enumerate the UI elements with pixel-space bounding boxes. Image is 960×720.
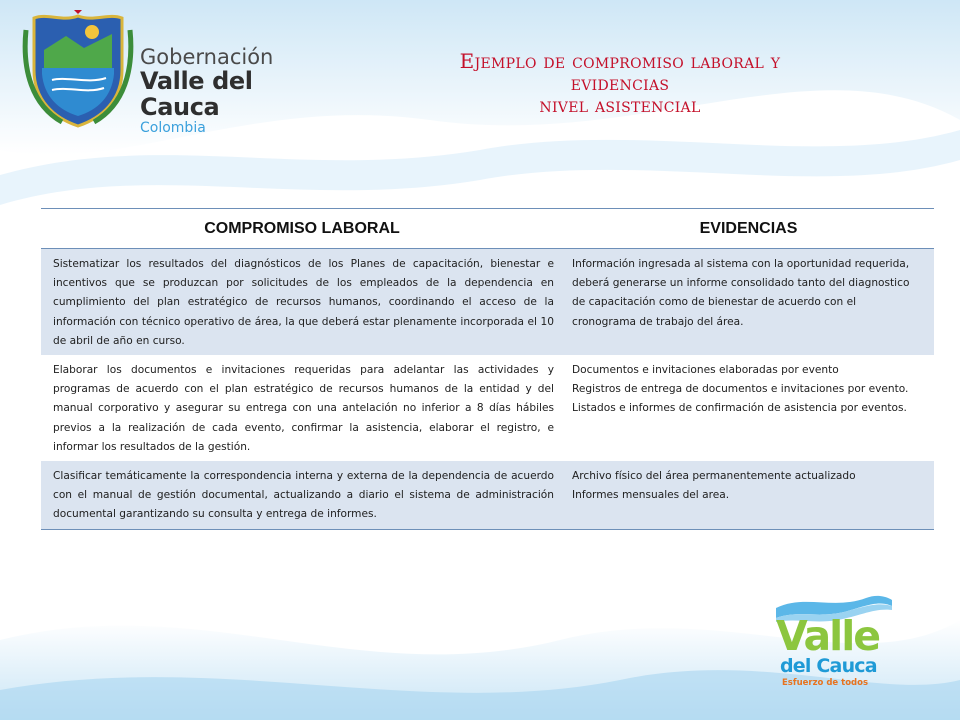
evidence-item: Listados e informes de confirmación de asistencia por eventos.	[572, 402, 907, 415]
evidence-item: Información ingresada al sistema con la oportunidad requerida, deberá generarse un informe consolidado tanto del diagnostico de capacitación como de bienestar de acuerdo con el cronograma de trabajo del área.	[572, 258, 910, 328]
logo-del-cauca-word: del Cauca	[780, 655, 877, 677]
title-line-1: Ejemplo de compromiso laboral y	[459, 49, 781, 73]
logo-slogan: Esfuerzo de todos	[782, 678, 869, 688]
table-row	[41, 461, 934, 529]
evidence-item: Archivo físico del área permanentemente actualizado	[572, 470, 856, 483]
table-row	[41, 249, 934, 356]
table-header-row	[41, 209, 934, 249]
title-line-3: nivel asistencial	[539, 93, 701, 117]
valle-del-cauca-logo	[768, 592, 898, 702]
evidence-item: Documentos e invitaciones elaboradas por evento	[572, 364, 839, 377]
compromiso-cell: Sistematizar los resultados del diagnósticos de los Planes de capacitación, bienestar e incentivos que se produzcan por solicitudes de los empleados de la dependencia en cumplimiento del plan estratégico de recursos humanos, coordinando el acceso de la información con técnico operativo de área, la que deberá estar plenamente incorporada el 10 de abril de año en curso.	[41, 249, 563, 356]
evidencias-cell	[563, 461, 934, 529]
header-compromiso: COMPROMISO LABORAL	[41, 209, 563, 249]
evidencias-cell	[563, 249, 934, 356]
title-line-2: evidencias	[570, 71, 670, 95]
commitments-table	[41, 208, 934, 530]
logo-gobernacion-text: Gobernación	[140, 45, 274, 69]
header-evidencias: EVIDENCIAS	[563, 209, 934, 249]
compromiso-cell: Elaborar los documentos e invitaciones requeridas para adelantar las actividades y programas de acuerdo con el plan estratégico de recursos humanos de la entidad y del manual corporativo y asegurar su entrega con una antelación no inferior a 8 días hábiles previos a la realización de cada evento, confirmar la asistencia, elaborar el registro, e informar los resultados de la gestión.	[41, 355, 563, 461]
logo-department-text: Valle del Cauca	[140, 67, 253, 121]
logo-valle-word: Valle	[776, 612, 880, 660]
gobernacion-logo	[22, 10, 332, 136]
evidence-item: Registros de entrega de documentos e invitaciones por evento.	[572, 383, 909, 396]
compromiso-cell: Clasificar temáticamente la correspondencia interna y externa de la dependencia de acuerdo con el manual de gestión documental, actualizando a diario el sistema de administración documental garantizando su consulta y entrega de informes.	[41, 461, 563, 529]
logo-country-text: Colombia	[140, 120, 206, 136]
table-row	[41, 355, 934, 461]
page-title	[380, 50, 860, 116]
coat-of-arms-icon	[22, 10, 134, 130]
evidencias-cell	[563, 355, 934, 461]
evidence-item: Informes mensuales del area.	[572, 489, 730, 502]
